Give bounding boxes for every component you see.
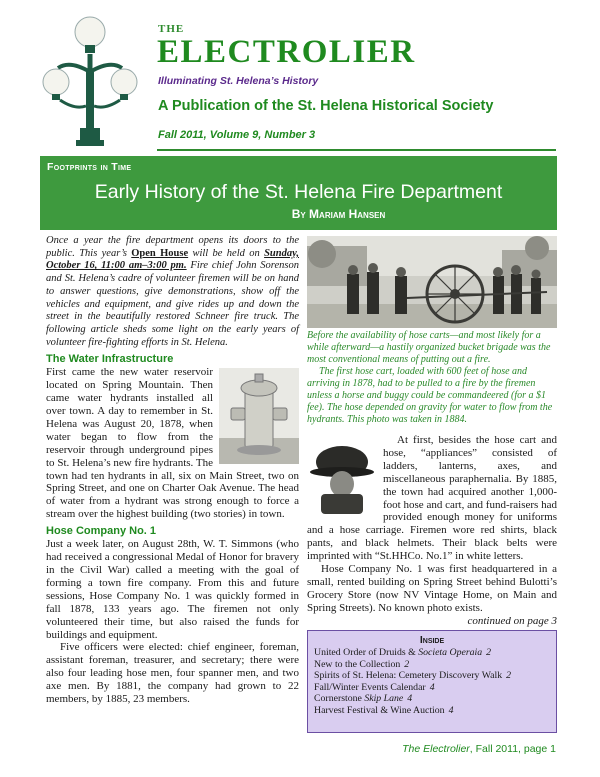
fireman-helmet-photo: [307, 436, 377, 514]
footer-publication: The Electrolier: [402, 743, 470, 755]
hose-paragraph-2: Five officers were elected: chief engineer, foreman, assistant foreman, treasurer, and secretary; there were also four leading hose men, four spanner men, and two axe men. By 1881, the company had grown to 22 members, by 1885, 23 members.: [46, 641, 299, 706]
open-house-date: Sunday, October 16, 11:00 am–3:00 pm.: [46, 247, 299, 272]
article-title: Early History of the St. Helena Fire Department: [94, 181, 503, 203]
inside-item[interactable]: Harvest Festival & Wine Auction 4: [314, 704, 454, 716]
water-paragraph: First came the new water reservoir located on Spring Mountain. Then came water hydrants installed all over town. A day to remember in St. Helena was August 20, 1878, when water began to flow from the reservoir through underground pipes to St. Helena’s new fire hydrants. The town had ten hydrants in all, six on Main Street, two on Spring Street, and one on Charter Oak Avenue. The head of water from a hydrant was strong enough to force a stream over the highest building (two stories) in town.: [46, 366, 299, 521]
section-kicker: Footprints in Time: [47, 161, 132, 173]
masthead-divider: [157, 149, 556, 151]
footer-page-info: , Fall 2011, page 1: [469, 743, 556, 755]
intro-paragraph: Once a year the fire department opens its doors to the public. This year’s Open House will be held on Sunday, October 16, 11:00 am–3:00 pm. Fire chief John Sorenson and St. Helena’s cadre of volunteer firemen will be on hand to answer questions, give demonstrations, show off the vehicles and equipment, and give rides up and down the street in the beautifully restored Schneer fire truck. The following article sheds some light on the early years of volunteer fire-fighting efforts in St. Helena.: [46, 235, 300, 348]
page-footer: [402, 743, 556, 755]
right-column: [307, 434, 557, 628]
publication-line: A Publication of the St. Helena Historical Society: [158, 98, 494, 114]
inside-item[interactable]: United Order of Druids & Societa Operaia 2: [314, 647, 492, 658]
hose-cart-photo: [307, 236, 557, 328]
inside-item[interactable]: Fall/Winter Events Calendar 4: [314, 681, 435, 693]
open-house-label: Open House: [131, 247, 189, 259]
caption-paragraph-1: Before the availability of hose carts—and most likely for a while afterward—a hastily organized bucket brigade was the most conventional means of putting out a fire.: [307, 330, 551, 365]
article-banner: [40, 156, 557, 230]
right-paragraph-2: Hose Company No. 1 was first headquartered in a small, rented building on Spring Street behind Bulotti’s Grocery Store (now NV Vintage Home, on Main and Spring Streets). No known photo exists.: [307, 563, 557, 614]
hose-paragraph-1: Just a week later, on August 28th, W. T. Simmons (who had received a congressional Medal of Honor for bravery in the Civil War) called a meeting with the goal of forming a town fire company. From this and future sessions, Hose Company No. 1 was quickly formed in fall 1878, 133 years ago. The firemen not only volunteered their time, but also raised the funds for buildings and equipment.: [46, 538, 299, 641]
caption-paragraph-2: The first hose cart, loaded with 600 feet of hose and arriving in 1878, had to be pulled to a fire by the firemen unless a horse and buggy could be commandeered (for a $1 fee). The hose depended on gravity for water to flow from the hydrants. This photo was taken in 1884.: [307, 366, 553, 425]
byline: By Mariam Hansen: [291, 207, 386, 221]
issue-line: Fall 2011, Volume 9, Number 3: [158, 129, 316, 141]
water-heading: The Water Infrastructure: [46, 353, 174, 366]
masthead-tagline: Illuminating St. Helena’s History: [158, 75, 319, 87]
continued-link[interactable]: continued on page 3: [467, 614, 557, 627]
photo-caption: [307, 330, 557, 426]
right-paragraph-1: At first, besides the hose cart and hose, “appliances” consisted of ladders, lanterns, axes, and miscellaneous paraphernalia. By 1885, the town had acquired another 1,000-foot hose and cart, and fund-raisers had provided enough money for uniforms and a hose carriage. Firemen wore red shirts, black pants, and black helmets. Their black belts were imprinted with “St.HHCo. No.1” in white letters.: [307, 434, 557, 563]
left-column: [46, 235, 299, 706]
masthead-the: THE: [158, 23, 185, 35]
inside-item[interactable]: Cornerstone Skip Lane 4: [314, 693, 413, 705]
fire-hydrant-photo: [219, 368, 299, 464]
inside-item[interactable]: Spirits of St. Helena: Cemetery Discovery Walk 2: [314, 670, 512, 682]
inside-box: [307, 630, 557, 733]
hose-company-heading: Hose Company No. 1: [46, 525, 157, 538]
inside-title: Inside: [419, 634, 445, 646]
masthead-title: ELECTROLIER: [157, 34, 416, 70]
electrolier-lamp-icon: [30, 10, 150, 148]
inside-item[interactable]: New to the Collection 2: [314, 658, 410, 670]
